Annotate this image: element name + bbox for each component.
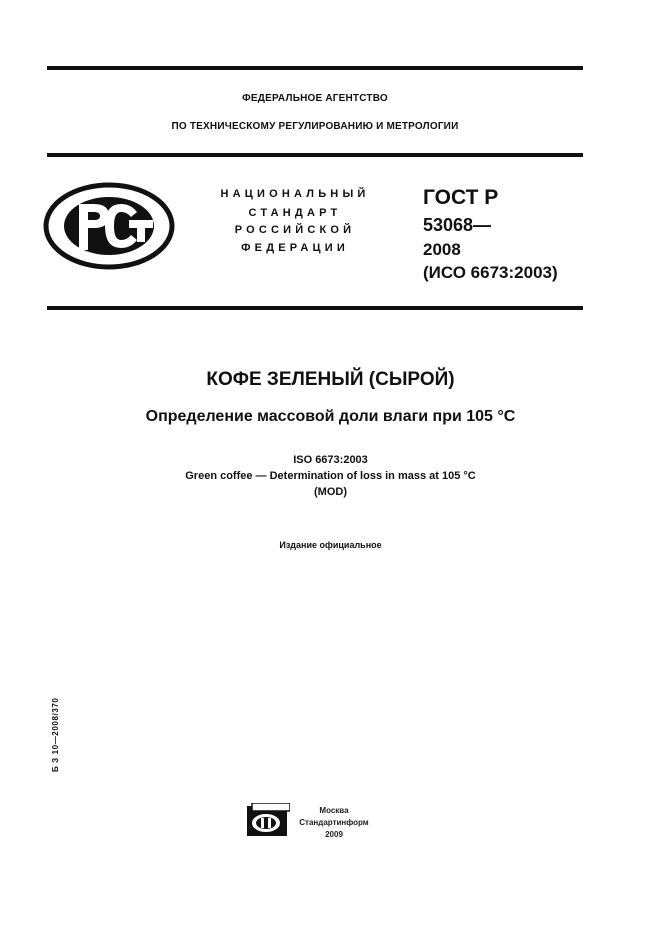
bottom-rule xyxy=(47,306,583,310)
iso-equivalent: (ИСО 6673:2003) xyxy=(423,263,558,282)
agency-line-2: ПО ТЕХНИЧЕСКОМУ РЕГУЛИРОВАНИЮ И МЕТРОЛОГИИ xyxy=(171,121,459,132)
standard-year: 2008 xyxy=(423,240,461,259)
top-rule xyxy=(47,66,583,70)
iso-reference-mod: (MOD) xyxy=(314,486,347,498)
agency-line-1: ФЕДЕРАЛЬНОЕ АГЕНТСТВО xyxy=(242,93,388,104)
standard-number: 53068— xyxy=(423,215,492,235)
publisher-year: 2009 xyxy=(325,830,343,839)
publisher-city: Москва xyxy=(319,806,349,815)
middle-rule xyxy=(47,153,583,157)
gost-r-certification-mark-icon xyxy=(43,182,175,270)
publisher-name: Стандартинформ xyxy=(299,818,369,827)
document-title: КОФЕ ЗЕЛЕНЫЙ (СЫРОЙ) xyxy=(206,369,455,390)
standard-prefix: ГОСТ Р xyxy=(423,186,499,209)
national-standard-line-1: НАЦИОНАЛЬНЫЙ xyxy=(220,188,370,200)
national-standard-line-3: РОССИЙСКОЙ xyxy=(234,224,356,236)
national-standard-line-4: ФЕДЕРАЦИИ xyxy=(241,242,349,254)
iso-reference-title: Green coffee — Determination of loss in mass at 105 °C xyxy=(185,470,476,482)
side-catalog-code: Б З 10—2008/370 xyxy=(51,697,60,772)
iso-reference-code: ISO 6673:2003 xyxy=(293,454,368,466)
edition-label: Издание официальное xyxy=(279,540,382,550)
standartinform-logo-icon xyxy=(246,803,290,837)
national-standard-line-2: СТАНДАРТ xyxy=(248,207,342,219)
document-subtitle: Определение массовой доли влаги при 105 °С xyxy=(145,408,516,425)
